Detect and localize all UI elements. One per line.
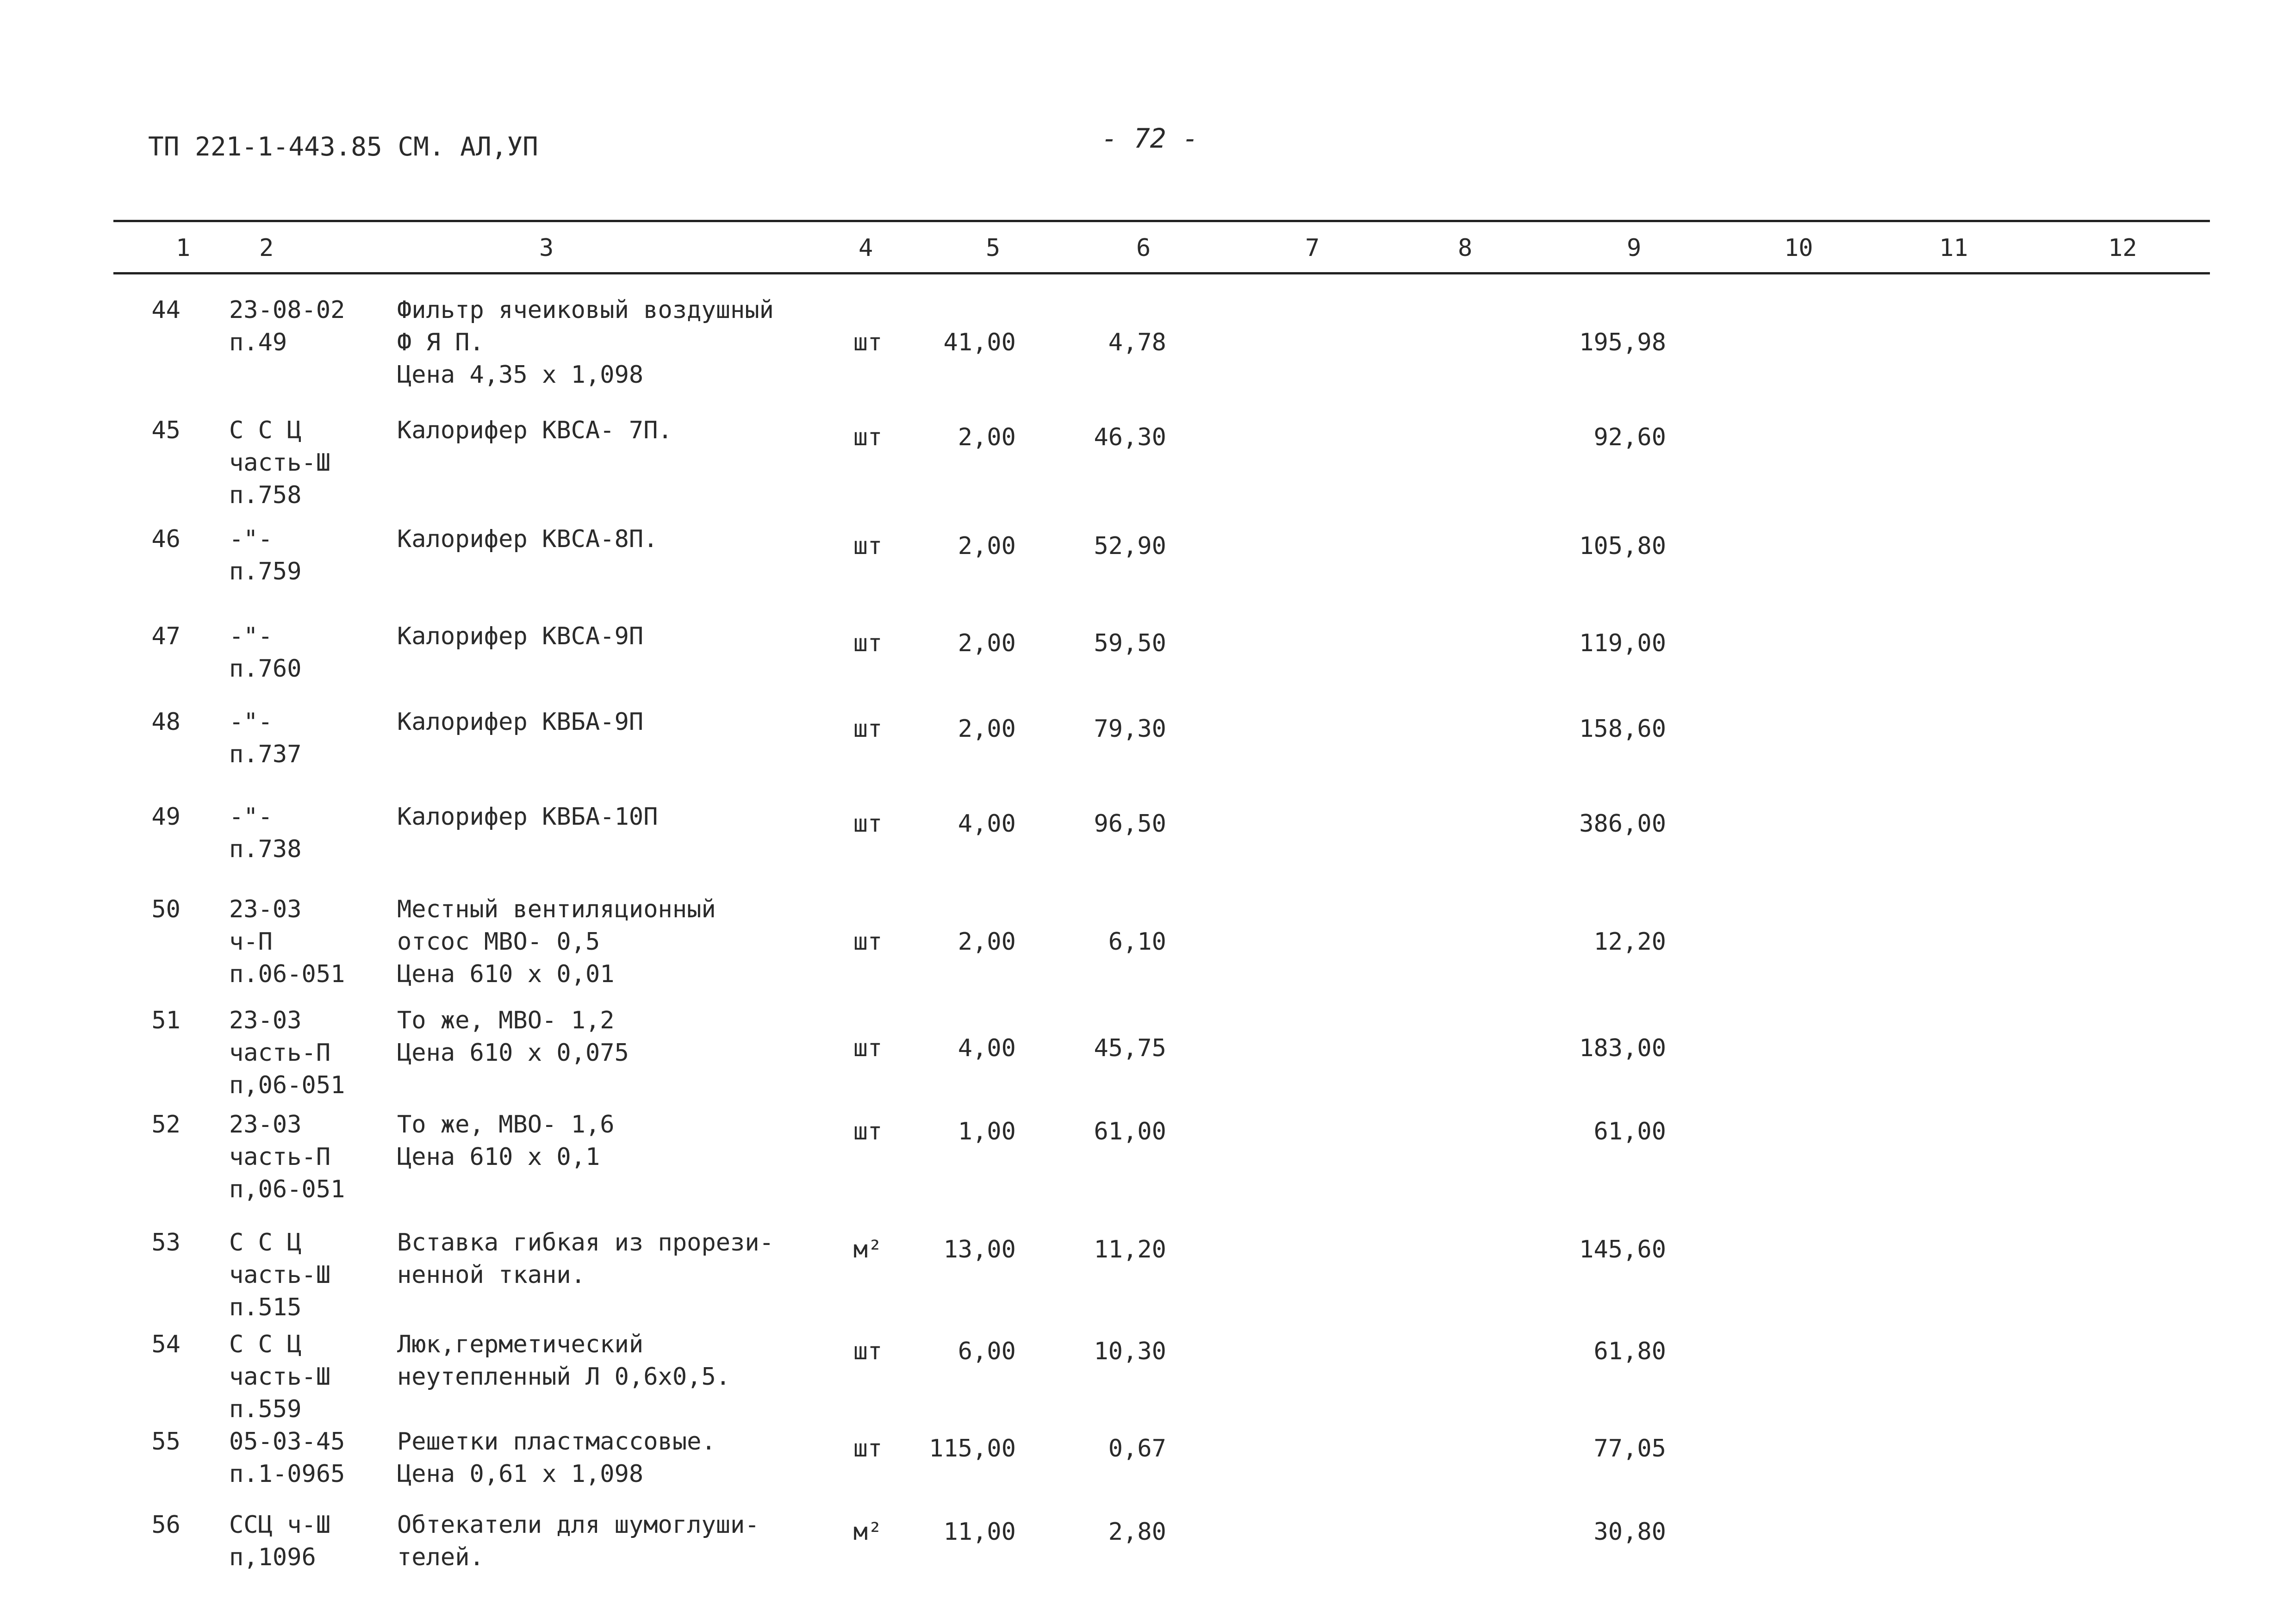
cell-price: 52,90 [1094,532,1166,560]
cell-total: 61,80 [1593,1338,1666,1365]
cell-unit: шт [853,1118,883,1145]
cell-qty: 2,00 [958,423,1016,451]
cell-qty: 4,00 [958,1034,1016,1062]
cell-num: 44 [151,296,180,324]
cell-unit: шт [853,1435,883,1462]
cell-qty: 13,00 [943,1236,1016,1263]
cell-name: Люк,герметический неутепленный Л 0,6х0,5. [397,1331,731,1391]
cell-name: То же, МВО- 1,6 Цена 610 х 0,1 [397,1111,615,1171]
cell-unit: м² [853,1518,883,1546]
cell-num: 48 [151,708,180,736]
cell-name: Фильтр ячеиковый воздушный Ф Я П. Цена 4,35 х 1,098 [397,296,774,389]
cell-total: 30,80 [1593,1518,1666,1546]
cell-price: 11,20 [1094,1236,1166,1263]
column-header-4: 4 [859,234,873,262]
table-top-rule [113,220,2210,222]
cell-num: 49 [151,803,180,831]
cell-qty: 4,00 [958,810,1016,838]
cell-unit: шт [853,1338,883,1365]
cell-total: 183,00 [1579,1034,1666,1062]
cell-name: Калорифер КВСА-9П [397,622,644,650]
cell-code: 23-03 часть-П п,06-051 [229,1111,345,1203]
cell-num: 54 [151,1331,180,1358]
cell-total: 145,60 [1579,1236,1666,1263]
column-header-3: 3 [539,234,554,262]
cell-price: 2,80 [1108,1518,1166,1546]
cell-total: 386,00 [1579,810,1666,838]
cell-unit: шт [853,715,883,743]
cell-total: 119,00 [1579,629,1666,657]
cell-code: -"- п.737 [229,708,302,768]
cell-code: 23-08-02 п.49 [229,296,345,356]
column-header-10: 10 [1784,234,1813,262]
cell-num: 45 [151,417,180,444]
cell-code: -"- п.738 [229,803,302,863]
cell-unit: шт [853,423,883,451]
cell-code: С С Ц часть-Ш п.559 [229,1331,331,1423]
cell-name: Местный вентиляционный отсос МВО- 0,5 Цена 610 х 0,01 [397,896,716,988]
cell-price: 46,30 [1094,423,1166,451]
column-header-11: 11 [1939,234,1968,262]
cell-unit: шт [853,1034,883,1062]
cell-num: 56 [151,1511,180,1539]
cell-total: 158,60 [1579,715,1666,743]
cell-num: 47 [151,622,180,650]
column-header-2: 2 [259,234,274,262]
cell-num: 53 [151,1229,180,1257]
cell-price: 45,75 [1094,1034,1166,1062]
cell-name: Решетки пластмассовые. Цена 0,61 х 1,098 [397,1428,716,1488]
column-header-12: 12 [2108,234,2137,262]
column-header-5: 5 [986,234,1001,262]
cell-qty: 2,00 [958,532,1016,560]
cell-qty: 2,00 [958,928,1016,956]
cell-code: С С Ц часть-Ш п.758 [229,417,331,509]
table-header-bottom-rule [113,272,2210,274]
cell-qty: 1,00 [958,1118,1016,1145]
cell-num: 50 [151,896,180,923]
cell-name: Калорифер КВСА-8П. [397,525,658,553]
cell-price: 79,30 [1094,715,1166,743]
cell-unit: шт [853,629,883,657]
cell-unit: м² [853,1236,883,1263]
cell-total: 195,98 [1579,329,1666,356]
cell-code: 23-03 часть-П п,06-051 [229,1007,345,1099]
cell-price: 10,30 [1094,1338,1166,1365]
cell-name: То же, МВО- 1,2 Цена 610 х 0,075 [397,1007,629,1067]
cell-code: 23-03 ч-П п.06-051 [229,896,345,988]
cell-name: Калорифер КВБА-9П [397,708,644,736]
cell-price: 6,10 [1108,928,1166,956]
cell-num: 51 [151,1007,180,1034]
column-header-9: 9 [1627,234,1642,262]
cell-name: Калорифер КВСА- 7П. [397,417,672,444]
cell-total: 12,20 [1593,928,1666,956]
cell-qty: 11,00 [943,1518,1016,1546]
column-header-6: 6 [1136,234,1151,262]
document-code: ТП 221-1-443.85 СМ. АЛ,УП [148,132,538,162]
cell-price: 4,78 [1108,329,1166,356]
cell-total: 92,60 [1593,423,1666,451]
cell-code: -"- п.760 [229,622,302,683]
cell-price: 0,67 [1108,1435,1166,1462]
cell-code: С С Ц часть-Ш п.515 [229,1229,331,1321]
column-header-8: 8 [1458,234,1473,262]
cell-code: 05-03-45 п.1-0965 [229,1428,345,1488]
cell-unit: шт [853,329,883,356]
cell-qty: 2,00 [958,629,1016,657]
cell-price: 61,00 [1094,1118,1166,1145]
cell-unit: шт [853,532,883,560]
page-number: - 72 - [1101,123,1199,154]
cell-price: 96,50 [1094,810,1166,838]
cell-total: 77,05 [1593,1435,1666,1462]
cell-price: 59,50 [1094,629,1166,657]
cell-unit: шт [853,810,883,838]
cell-qty: 41,00 [943,329,1016,356]
cell-total: 61,00 [1593,1118,1666,1145]
cell-num: 55 [151,1428,180,1456]
cell-name: Вставка гибкая из прорези- ненной ткани. [397,1229,774,1289]
cell-name: Обтекатели для шумоглуши- телей. [397,1511,759,1571]
cell-code: -"- п.759 [229,525,302,585]
cell-num: 46 [151,525,180,553]
column-header-1: 1 [176,234,191,262]
column-header-7: 7 [1305,234,1320,262]
cell-total: 105,80 [1579,532,1666,560]
cell-code: ССЦ ч-Ш п,1096 [229,1511,331,1571]
cell-num: 52 [151,1111,180,1139]
cell-name: Калорифер КВБА-10П [397,803,658,831]
cell-qty: 2,00 [958,715,1016,743]
cell-unit: шт [853,928,883,956]
cell-qty: 6,00 [958,1338,1016,1365]
cell-qty: 115,00 [929,1435,1016,1462]
